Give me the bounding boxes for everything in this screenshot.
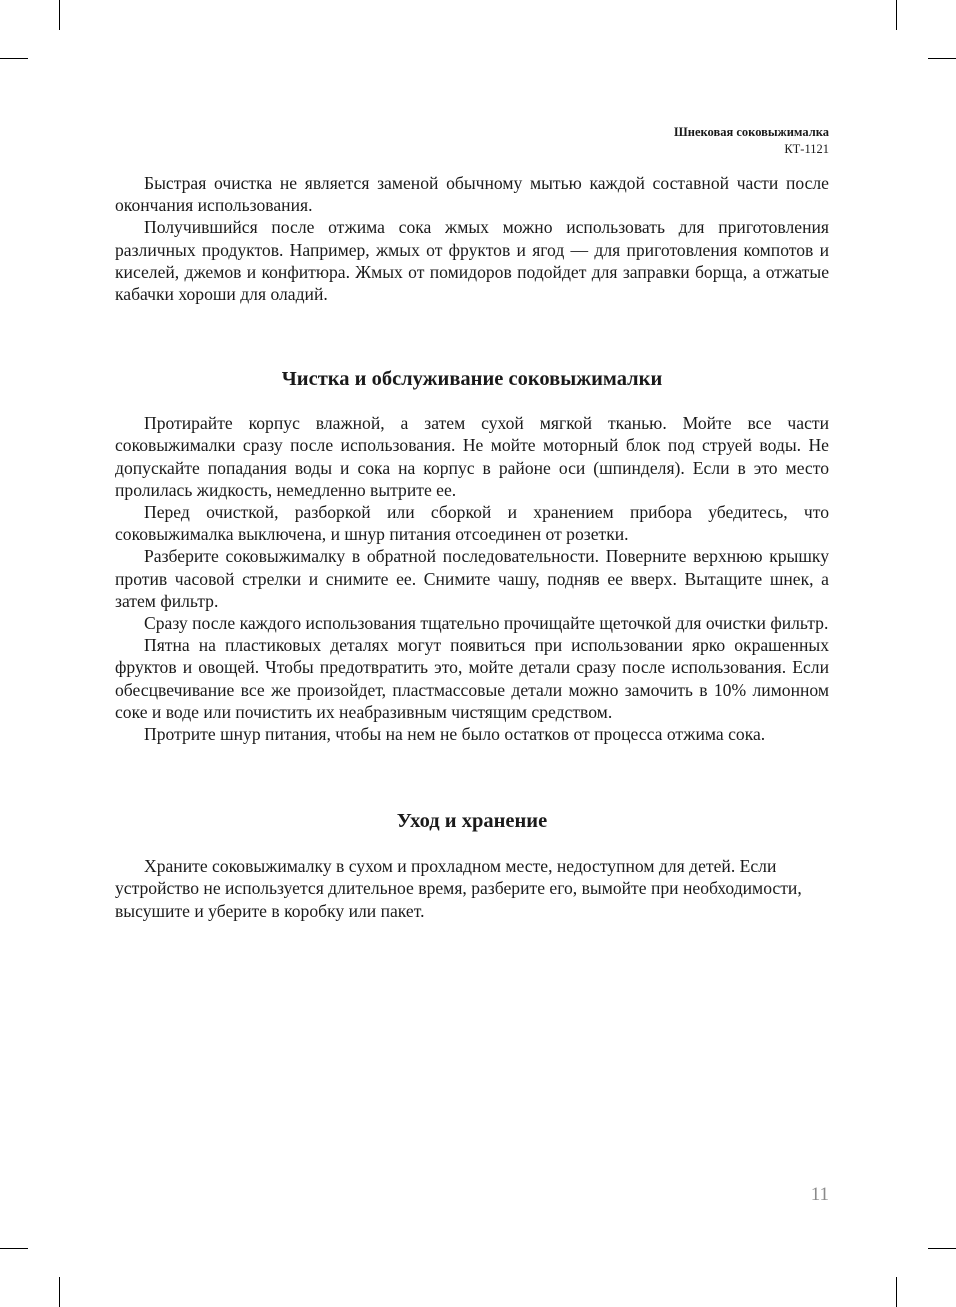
cleaning-paragraph: Протрите шнур питания, чтобы на нем не было остатков от процесса отжима сока. — [144, 724, 766, 745]
model-number: КТ-1121 — [784, 142, 829, 156]
cleaning-paragraph: Перед очисткой, разборкой или сборкой и хранением прибора убедитесь, что соковыжималка выключена, и шнур питания отсоединен от розетки. — [115, 502, 829, 545]
cleaning-paragraph: Разберите соковыжималку в обратной последовательности. Поверните верхнюю крышку против часовой стрелки и снимите ее. Снимите чашу, подняв ее вверх. Вытащите шнек, а затем фильтр. — [115, 546, 829, 611]
crop-mark-top-left — [59, 0, 60, 30]
crop-mark-bottom-left — [59, 1277, 60, 1307]
crop-mark-bottom-right — [896, 1277, 897, 1307]
cleaning-paragraph: Протирайте корпус влажной, а затем сухой мягкой тканью. Мойте все части соковыжималки сразу после использования. Не мойте моторный блок под струей воды. Не допускайте попадания воды и сока на корпус в районе оси (шпинделя). Если в это место пролилась жидкость, немедленно вытрите ее. — [115, 413, 829, 500]
crop-mark-top-left-h — [0, 58, 28, 59]
cleaning-paragraph: Пятна на пластиковых деталях могут появиться при использовании ярко окрашенных фруктов и овощей. Чтобы предотвратить это, мойте детали сразу после использования. Если обесцвечивание все же произойдет, пластмассовые детали можно замочить в 10% лимонном соке и воде или почистить их неабразивным чистящим средством. — [115, 635, 829, 722]
crop-mark-bottom-left-h — [0, 1248, 28, 1249]
intro-paragraph: Получившийся после отжима сока жмых можно использовать для приготовления различных продуктов. Например, жмых от фруктов и ягод — для приготовления компотов и киселей, джемов и конфитюра. Жмых от помидоров подойдет для заправки борща, а отжатые кабачки хороши для оладий. — [115, 217, 829, 305]
cleaning-paragraph: Сразу после каждого использования тщательно прочищайте щеточкой для очистки фильтр. — [144, 613, 829, 634]
crop-mark-top-right-h — [928, 58, 956, 59]
crop-mark-bottom-right-h — [928, 1248, 956, 1249]
crop-mark-top-right — [896, 0, 897, 30]
product-title: Шнековая соковыжималка — [674, 125, 829, 139]
storage-paragraph: Храните соковыжималку в сухом и прохладном месте, недоступном для детей. Если устройство не используется длительное время, разберите его, вымойте при необходимости, высушите и уберите в коробку или пакет. — [115, 856, 802, 921]
section-title-storage: Уход и хранение — [396, 810, 548, 833]
page-number: 11 — [810, 1184, 829, 1205]
page-content — [115, 172, 829, 922]
running-head — [674, 124, 829, 158]
intro-paragraph: Быстрая очистка не является заменой обычному мытью каждой составной части после окончания использования. — [115, 173, 829, 216]
section-title-cleaning: Чистка и обслуживание соковыжималки — [281, 368, 663, 391]
